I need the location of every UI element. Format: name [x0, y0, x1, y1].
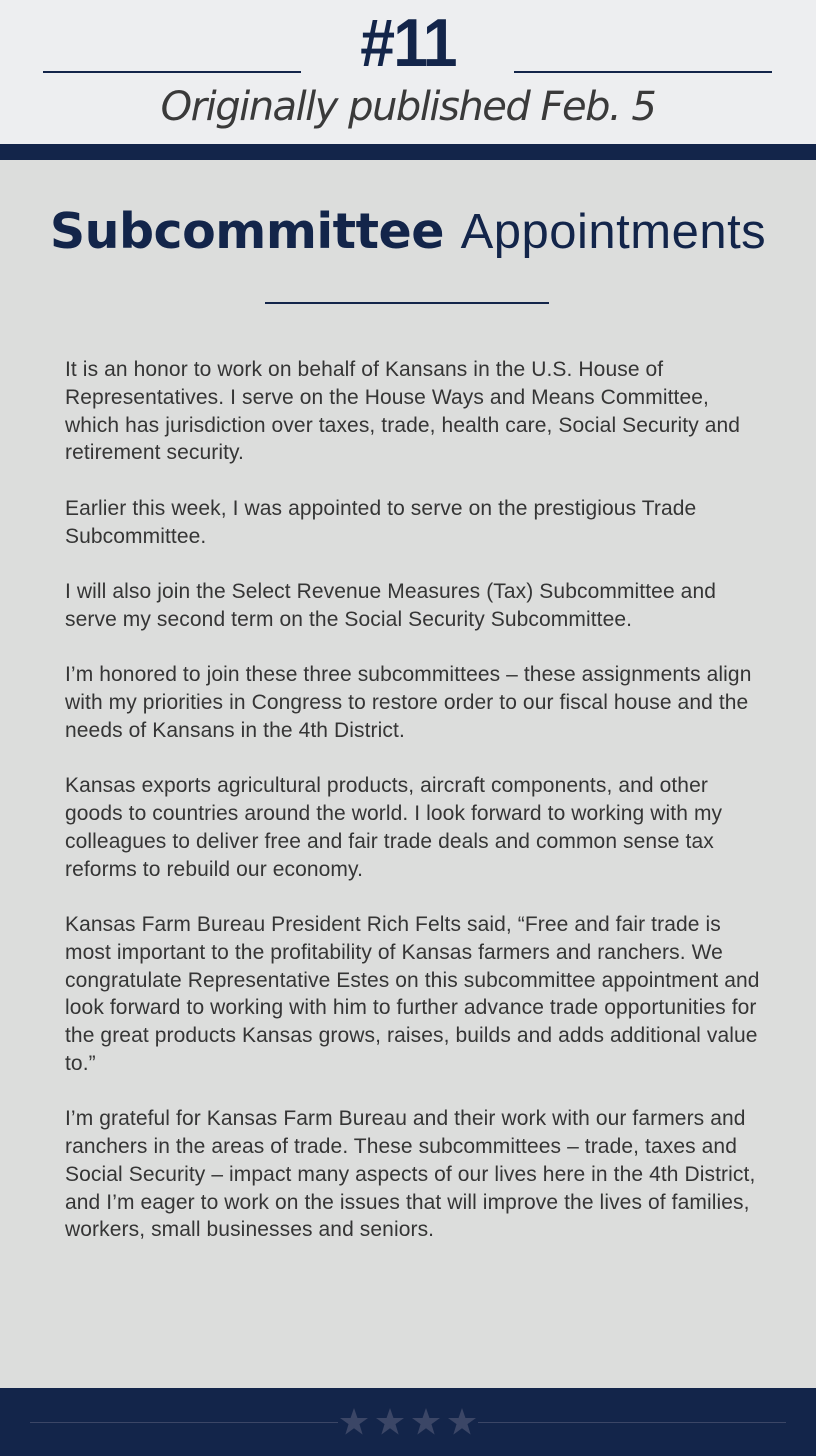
star-icon: [338, 1406, 370, 1438]
star-icon: [374, 1406, 406, 1438]
title-divider: [265, 302, 549, 304]
paragraph: I’m honored to join these three subcommittees – these assignments align with my priorities in Congress to restore order to our fiscal house and the needs of Kansans in the 4th District.: [65, 663, 752, 742]
paragraph: I will also join the Select Revenue Measures (Tax) Subcommittee and serve my second term on the Social Security Subcommittee.: [65, 579, 717, 631]
paragraph: It is an honor to work on behalf of Kansans in the U.S. House of Representatives. I serve on the House Ways and Means Committee, which has jurisdiction over taxes, trade, health care, Social Security and retirement security.: [65, 358, 741, 465]
title-bold: Subcommittee: [49, 203, 444, 260]
footer: [0, 1388, 816, 1456]
paragraph: Kansas exports agricultural products, aircraft components, and other goods to countries around the world. I look forward to working with my colleagues to deliver free and fair trade deals and common sense tax reforms to rebuild our economy.: [65, 774, 723, 881]
article-body: [65, 356, 765, 1272]
issue-number: #11: [360, 5, 456, 81]
published-date: Originally published Feb. 5: [160, 84, 656, 130]
top-header: [0, 0, 816, 144]
header-rule-right: [514, 71, 772, 73]
article-title: [0, 203, 816, 260]
star-icon: [446, 1406, 478, 1438]
star-icon: [410, 1406, 442, 1438]
footer-stars: [338, 1404, 478, 1440]
footer-rule-right: [478, 1422, 786, 1423]
paragraph: I’m grateful for Kansas Farm Bureau and their work with our farmers and ranchers in the areas of trade. These subcommittees – trade, taxes and Social Security – impact many aspects of our lives here in the 4th District, and I’m eager to work on the issues that will improve the lives of families, workers, small businesses and seniors.: [65, 1107, 756, 1242]
title-light: Appointments: [460, 205, 767, 259]
paragraph: Kansas Farm Bureau President Rich Felts said, “Free and fair trade is most important to the profitability of Kansas farmers and ranchers. We congratulate Representative Estes on this subcommittee appointment and look forward to working with him to further advance trade opportunities for the great products Kansas grows, raises, builds and adds additional value to.”: [65, 912, 760, 1075]
footer-rule-left: [30, 1422, 338, 1423]
paragraph: Earlier this week, I was appointed to serve on the prestigious Trade Subcommittee.: [65, 496, 697, 548]
header-divider-band: [0, 144, 816, 160]
